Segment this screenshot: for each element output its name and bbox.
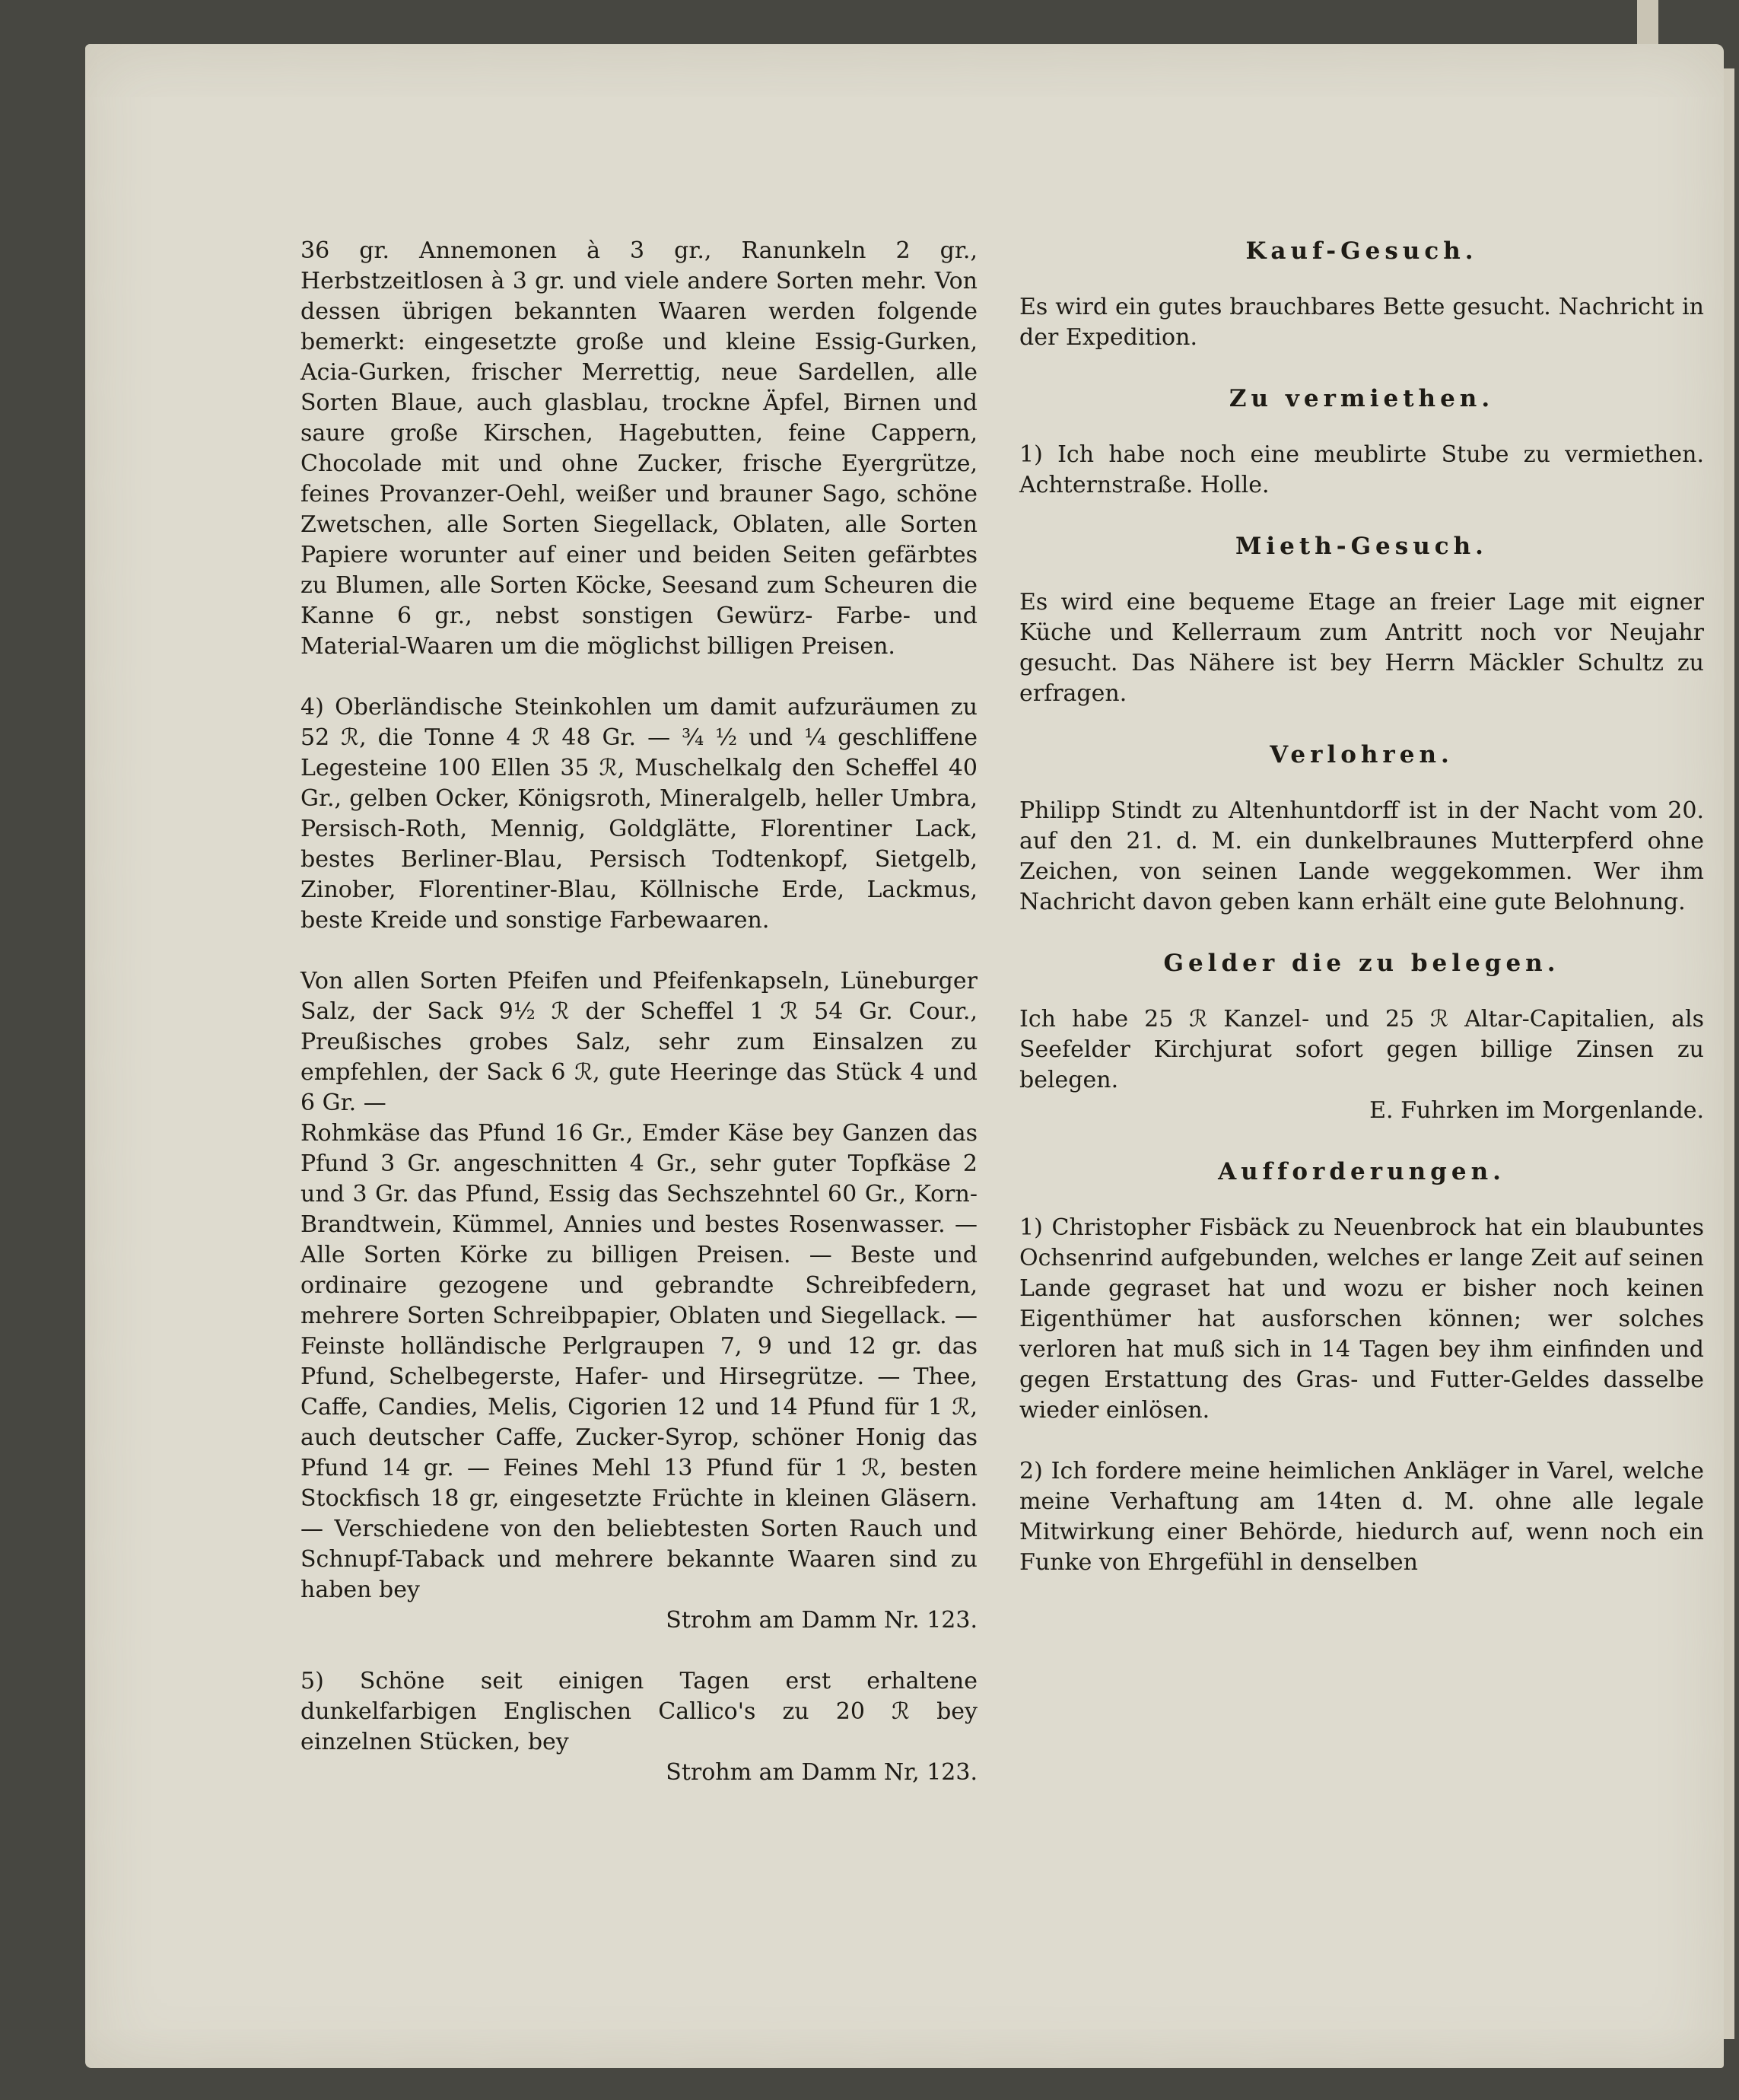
heading-verlohren: Verlohren.	[1270, 741, 1454, 768]
advert-pipes-salt: Von allen Sorten Pfeifen und Pfeifenkapseln, Lüneburger Salz, der Sack 9½ ℛ der Scheffel 1 ℛ 54 Gr. Cour., Preußisches grobes Salz, sehr zum Einsalzen zu empfehlen, der Sack 6 ℛ, gute Heeringe das Stück 4 und 6 Gr. —	[300, 968, 978, 1116]
notice-floor-wanted: Es wird eine bequeme Etage an freier Lage mit eigner Küche und Kellerraum zum Antritt noch vor Neujahr gesucht. Das Nähere ist bey Herrn Mäckler Schultz zu erfragen.	[1019, 589, 1704, 707]
advert-cheese-goods: Rohmkäse das Pfund 16 Gr., Emder Käse bey Ganzen das Pfund 3 Gr. angeschnitten 4 Gr., sehr guter Topfkäse 2 und 3 Gr. das Pfund, Essig das Sechszehntel 60 Gr., Korn-Brandtwein, Kümmel, Annies und bestes Rosenwasser. — Alle Sorten Körke zu billigen Preisen. — Beste und ordinaire gezogene und gebrandte Schreibfedern, mehrere Sorten Schreibpapier, Oblaten und Siegellack. — Feinste holländische Perlgraupen 7, 9 und 12 gr. das Pfund, Schelbegerste, Hafer- und Hirsegrütze. — Thee, Caffe, Candies, Melis, Cigorien 12 und 14 Pfund für 1 ℛ, auch deutscher Caffe, Zucker-Syrop, schöner Honig das Pfund 14 gr. — Feines Mehl 13 Pfund für 1 ℛ, besten Stockfisch 18 gr, eingesetzte Früchte in kleinen Gläsern. — Verschiedene von den beliebtesten Sorten Rauch und Schnupf-Taback und mehrere bekannte Waaren sind zu haben bey	[300, 1120, 978, 1603]
advert-flowers-groceries: 36 gr. Annemonen à 3 gr., Ranunkeln 2 gr., Herbstzeitlosen à 3 gr. und viele andere Sorten mehr. Von dessen übrigen bekannten Waaren werden folgende bemerkt: eingesetzte große und kleine Essig-Gurken, Acia-Gurken, frischer Merrettig, neue Sardellen, alle Sorten Blaue, auch glasblau, trockne Äpfel, Birnen und saure große Kirschen, Hagebutten, feine Cappern, Chocolade mit und ohne Zucker, frische Eyergrütze, feines Provanzer-Oehl, weißer und brauner Sago, schöne Zwetschen, alle Sorten Siegellack, Oblaten, alle Sorten Papiere worunter auf einer und beiden Seiten gefärbtes zu Blumen, alle Sorten Köcke, Seesand zum Scheuren die Kanne 6 gr., nebst sonstigen Gewürz- Farbe- und Material-Waaren um die möglichst billigen Preisen.	[300, 237, 978, 660]
left-column	[300, 236, 978, 1788]
heading-zu-vermiethen: Zu vermiethen.	[1229, 385, 1495, 412]
notice-capital-loan: Ich habe 25 ℛ Kanzel- und 25 ℛ Altar-Capitalien, als Seefelder Kirchjurat sofort gegen billige Zinsen zu belegen.	[1019, 1006, 1704, 1093]
heading-gelder: Gelder die zu belegen.	[1163, 950, 1560, 977]
notice-lost-horse: Philipp Stindt zu Altenhuntdorff ist in der Nacht vom 20. auf den 21. d. M. ein dunkelbraunes Mutterpferd ohne Zeichen, von seinen Lande weggekommen. Wer ihm Nachricht davon geben kann erhält eine gute Belohnung.	[1019, 797, 1704, 915]
notice-bed-wanted: Es wird ein gutes brauchbares Bette gesucht. Nachricht in der Expedition.	[1019, 294, 1704, 351]
signature-strohm-2: Strohm am Damm Nr, 123.	[666, 1759, 978, 1786]
heading-aufforderungen: Aufforderungen.	[1218, 1158, 1505, 1185]
heading-kauf-gesuch: Kauf-Gesuch.	[1245, 237, 1478, 265]
signature-strohm-1: Strohm am Damm Nr. 123.	[666, 1607, 978, 1634]
notice-room-to-let: 1) Ich habe noch eine meublirte Stube zu vermiethen. Achternstraße. Holle.	[1019, 441, 1704, 498]
signature-fuhrken: E. Fuhrken im Morgenlande.	[1369, 1097, 1704, 1124]
right-column	[1019, 236, 1704, 1578]
heading-mieth-gesuch: Mieth-Gesuch.	[1235, 533, 1488, 560]
notice-accusers: 2) Ich fordere meine heimlichen Ankläger in Varel, welche meine Verhaftung am 14ten d. M. ohne alle legale Mitwirkung einer Behörde, hiedurch auf, wenn noch ein Funke von Ehrgefühl in denselben	[1019, 1458, 1704, 1576]
advert-callico: 5) Schöne seit einigen Tagen erst erhaltene dunkelfarbigen Englischen Callico's zu 20 ℛ bey einzelnen Stücken, bey	[300, 1668, 978, 1755]
notice-stray-ox: 1) Christopher Fisbäck zu Neuenbrock hat ein blaubuntes Ochsenrind aufgebunden, welches er lange Zeit auf seinen Lande gegraset hat und wozu er bisher noch keinen Eigenthümer hat ausforschen können; wer solches verloren hat muß sich in 14 Tagen bey ihm einfinden und gegen Erstattung des Gras- und Futter-Geldes dasselbe wieder einlösen.	[1019, 1214, 1704, 1424]
advert-coal-paints: 4) Oberländische Steinkohlen um damit aufzuräumen zu 52 ℛ, die Tonne 4 ℛ 48 Gr. — ¾ ½ und ¼ geschliffene Legesteine 100 Ellen 35 ℛ, Muschelkalg den Scheffel 40 Gr., gelben Ocker, Königsroth, Mineralgelb, heller Umbra, Persisch-Roth, Mennig, Goldglätte, Florentiner Lack, bestes Berliner-Blau, Persisch Todtenkopf, Sietgelb, Zinober, Florentiner-Blau, Köllnische Erde, Lackmus, beste Kreide und sonstige Farbewaaren.	[300, 694, 978, 934]
